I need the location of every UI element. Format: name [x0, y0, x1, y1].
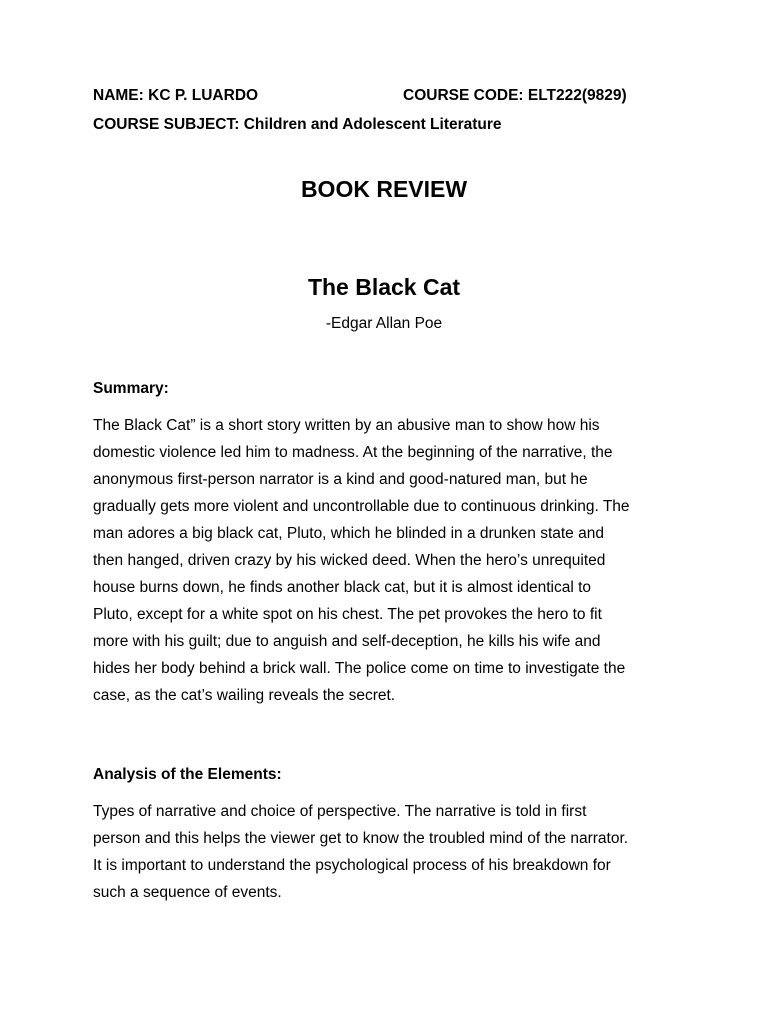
summary-paragraph [93, 412, 693, 709]
summary-heading: Summary: [93, 380, 169, 397]
book-author: -Edgar Allan Poe [325, 315, 443, 332]
summary-line: man adores a big black cat, Pluto, which he blinded in a drunken state and [93, 525, 604, 542]
summary-line: gradually gets more violent and uncontrollable due to continuous drinking. The [93, 498, 630, 515]
summary-line: then hanged, driven crazy by his wicked deed. When the hero’s unrequited [93, 552, 606, 569]
analysis-line: Types of narrative and choice of perspective. The narrative is told in first [93, 803, 587, 820]
analysis-line: It is important to understand the psychological process of his breakdown for [93, 857, 611, 874]
course-subject [93, 116, 502, 134]
book-title: The Black Cat [307, 274, 461, 300]
course-code-label: COURSE CODE: [403, 87, 524, 104]
summary-line: Pluto, except for a white spot on his chest. The pet provokes the hero to fit [93, 606, 602, 623]
course-subject-label: COURSE SUBJECT: [93, 116, 240, 133]
analysis-paragraph [93, 798, 693, 906]
document-title: BOOK REVIEW [300, 176, 468, 202]
course-code [403, 87, 627, 105]
name-label: NAME: [93, 87, 144, 104]
summary-line: more with his guilt; due to anguish and self-deception, he kills his wife and [93, 633, 601, 650]
summary-line: The Black Cat” is a short story written by an abusive man to show how his [93, 417, 600, 434]
summary-line: hides her body behind a brick wall. The police come on time to investigate the [93, 660, 626, 677]
analysis-line: such a sequence of events. [93, 884, 282, 901]
summary-line: anonymous first-person narrator is a kind and good-natured man, but he [93, 471, 588, 488]
student-name [93, 87, 258, 105]
course-subject-value: Children and Adolescent Literature [243, 116, 502, 133]
course-code-value: ELT222(9829) [527, 87, 627, 104]
summary-line: house burns down, he finds another black cat, but it is almost identical to [93, 579, 592, 596]
summary-line: case, as the cat’s wailing reveals the secret. [93, 687, 396, 704]
analysis-heading: Analysis of the Elements: [93, 766, 282, 783]
name-value: KC P. LUARDO [148, 87, 259, 104]
summary-line: domestic violence led him to madness. At the beginning of the narrative, the [93, 444, 613, 461]
analysis-line: person and this helps the viewer get to know the troubled mind of the narrator. [93, 830, 629, 847]
